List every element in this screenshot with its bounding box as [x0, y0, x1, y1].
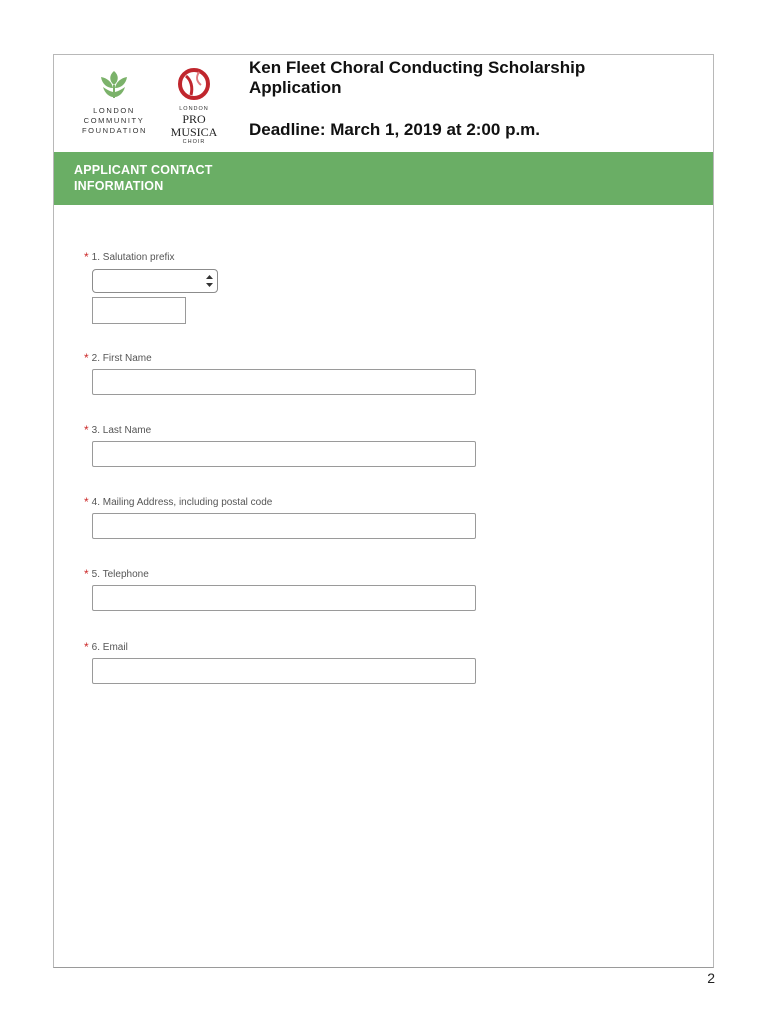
required-asterisk: *: [84, 495, 89, 509]
lpm-name: PRO MUSICA: [170, 112, 218, 139]
london-community-foundation-logo: [82, 67, 146, 136]
select-arrows-icon: [205, 273, 214, 289]
field-label-last-name: [84, 422, 151, 436]
lpm-small-bottom: CHOIR: [182, 139, 206, 145]
required-asterisk: *: [84, 423, 89, 437]
field-label-mailing-address: [84, 494, 272, 508]
telephone-input[interactable]: [92, 585, 476, 611]
last-name-input[interactable]: [92, 441, 476, 467]
swirl-emblem-icon: [177, 67, 211, 101]
page-title: Ken Fleet Choral Conducting Scholarship Application: [249, 58, 586, 97]
lcf-line-3: FOUNDATION: [82, 126, 148, 135]
required-asterisk: *: [84, 567, 89, 581]
field-label-telephone: [84, 566, 149, 580]
field-label-text: 1. Salutation prefix: [91, 252, 175, 263]
field-label-email: [84, 639, 128, 653]
required-asterisk: *: [84, 250, 89, 264]
field-label-salutation: [84, 249, 175, 263]
lcf-line-2: COMMUNITY: [83, 116, 145, 125]
required-asterisk: *: [84, 351, 89, 365]
leaf-emblem-icon: [97, 67, 131, 101]
field-label-text: 3. Last Name: [91, 425, 152, 436]
salutation-other-input[interactable]: [92, 297, 186, 324]
field-label-text: 5. Telephone: [91, 569, 149, 580]
field-label-text: 4. Mailing Address, including postal code: [91, 497, 273, 508]
london-pro-musica-logo: [158, 67, 230, 146]
section-header-bar: [54, 152, 713, 205]
email-input[interactable]: [92, 658, 476, 684]
field-label-text: 2. First Name: [91, 353, 152, 364]
required-asterisk: *: [84, 640, 89, 654]
lcf-line-1: LONDON: [93, 106, 135, 115]
field-label-text: 6. Email: [91, 642, 128, 653]
section-title: APPLICANT CONTACT INFORMATION: [74, 163, 213, 193]
form-page: [53, 54, 714, 968]
salutation-select[interactable]: [92, 269, 218, 293]
page-number: 2: [707, 970, 715, 986]
lpm-small-top: LONDON: [179, 106, 209, 112]
first-name-input[interactable]: [92, 369, 476, 395]
field-label-first-name: [84, 350, 152, 364]
deadline-text: Deadline: March 1, 2019 at 2:00 p.m.: [249, 120, 541, 139]
form-header: [54, 55, 713, 152]
mailing-address-input[interactable]: [92, 513, 476, 539]
